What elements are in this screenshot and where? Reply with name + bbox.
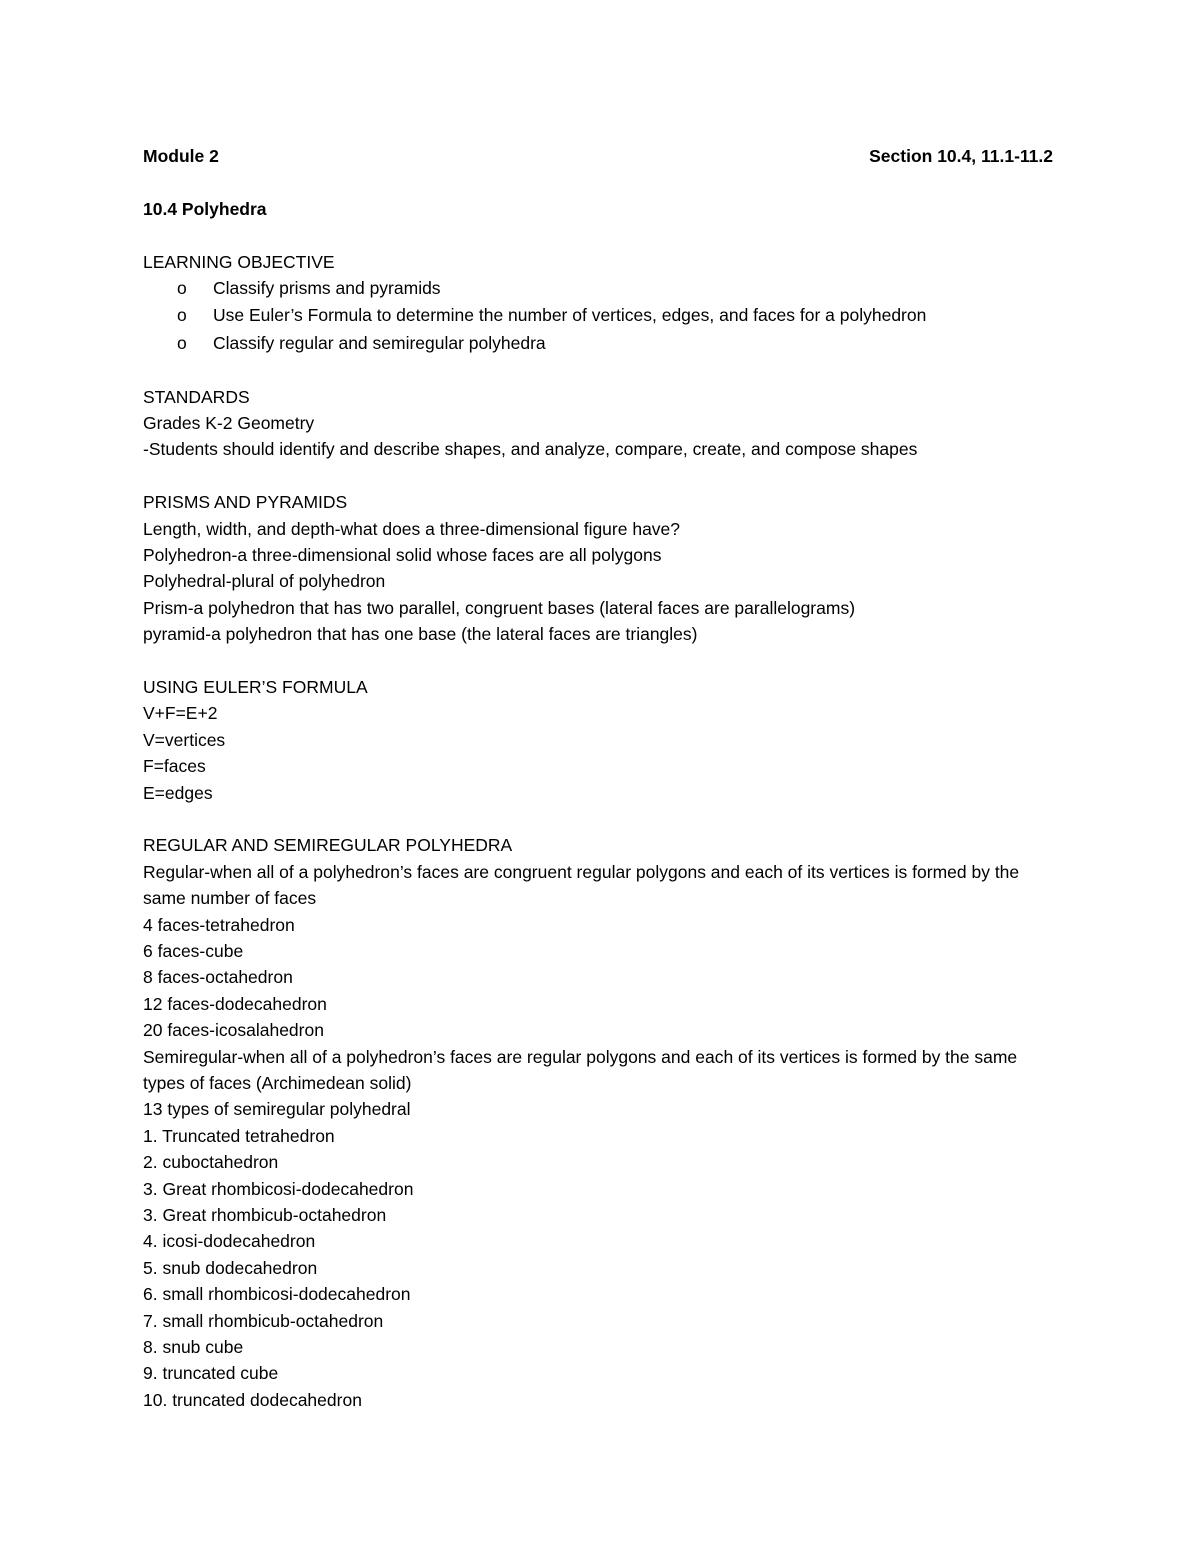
standards-line: Grades K-2 Geometry xyxy=(143,412,315,433)
list-item: 7. small rhombicub-octahedron xyxy=(143,1310,384,1331)
list-item: 8 faces-octahedron xyxy=(143,967,293,988)
bullet-icon: o xyxy=(177,332,187,353)
learning-objective-list xyxy=(143,275,1053,357)
prisms-line: Polyhedral-plural of polyhedron xyxy=(143,571,386,592)
list-item: 3. Great rhombicosi-dodecahedron xyxy=(143,1178,414,1199)
list-item: 8. snub cube xyxy=(143,1336,244,1357)
list-item: 10. truncated dodecahedron xyxy=(143,1389,362,1410)
regular-list xyxy=(143,912,1053,1044)
list-item: 5. snub dodecahedron xyxy=(143,1257,318,1278)
regular-heading: REGULAR AND SEMIREGULAR POLYHEDRA xyxy=(143,835,513,856)
euler-line: V=vertices xyxy=(143,729,226,750)
section-label: Section 10.4, 11.1-11.2 xyxy=(869,146,1053,166)
list-item: 1. Truncated tetrahedron xyxy=(143,1125,335,1146)
standards-line: -Students should identify and describe shapes, and analyze, compare, create, and compose shapes xyxy=(143,439,918,460)
learning-objective-heading: LEARNING OBJECTIVE xyxy=(143,251,335,272)
list-item: 12 faces-dodecahedron xyxy=(143,993,327,1014)
euler-line: E=edges xyxy=(143,782,213,803)
prisms-pyramids-heading: PRISMS AND PYRAMIDS xyxy=(143,492,348,513)
list-item: 2. cuboctahedron xyxy=(143,1152,279,1173)
list-item xyxy=(143,330,1053,357)
section-title: 10.4 Polyhedra xyxy=(143,198,267,219)
list-item: 20 faces-icosalahedron xyxy=(143,1020,324,1041)
list-item: 6 faces-cube xyxy=(143,941,244,962)
semiregular-definition: Semiregular-when all of a polyhedron’s faces are regular polygons and each of its vertices is formed by the same types of faces (Archimedean solid) xyxy=(143,1046,1018,1093)
list-item: 9. truncated cube xyxy=(143,1363,279,1384)
document-content xyxy=(143,143,1053,1413)
standards-heading: STANDARDS xyxy=(143,386,250,407)
list-item xyxy=(143,302,1053,329)
module-label: Module 2 xyxy=(143,146,219,166)
prisms-line: pyramid-a polyhedron that has one base (the lateral faces are triangles) xyxy=(143,624,698,645)
objective-text: Classify regular and semiregular polyhedra xyxy=(213,332,546,353)
page-header xyxy=(143,143,1053,169)
prisms-line: Polyhedron-a three-dimensional solid whose faces are all polygons xyxy=(143,544,662,565)
euler-line: F=faces xyxy=(143,756,206,777)
semiregular-count: 13 types of semiregular polyhedral xyxy=(143,1099,411,1120)
bullet-icon: o xyxy=(177,277,187,298)
semiregular-list xyxy=(143,1123,1053,1413)
list-item: 4. icosi-dodecahedron xyxy=(143,1231,316,1252)
list-item: 4 faces-tetrahedron xyxy=(143,914,295,935)
regular-definition: Regular-when all of a polyhedron’s faces are congruent regular polygons and each of its vertices is formed by the same number of faces xyxy=(143,861,1020,909)
prisms-line: Length, width, and depth-what does a three-dimensional figure have? xyxy=(143,518,681,539)
list-item: 6. small rhombicosi-dodecahedron xyxy=(143,1284,411,1305)
list-item: 3. Great rhombicub-octahedron xyxy=(143,1204,387,1225)
objective-text: Use Euler’s Formula to determine the number of vertices, edges, and faces for a polyhedron xyxy=(213,305,927,326)
euler-line: V+F=E+2 xyxy=(143,703,218,724)
prisms-line: Prism-a polyhedron that has two parallel, congruent bases (lateral faces are parallelograms) xyxy=(143,597,856,618)
euler-heading: USING EULER’S FORMULA xyxy=(143,676,368,697)
bullet-icon: o xyxy=(177,305,187,326)
objective-text: Classify prisms and pyramids xyxy=(213,277,441,298)
list-item xyxy=(143,275,1053,302)
